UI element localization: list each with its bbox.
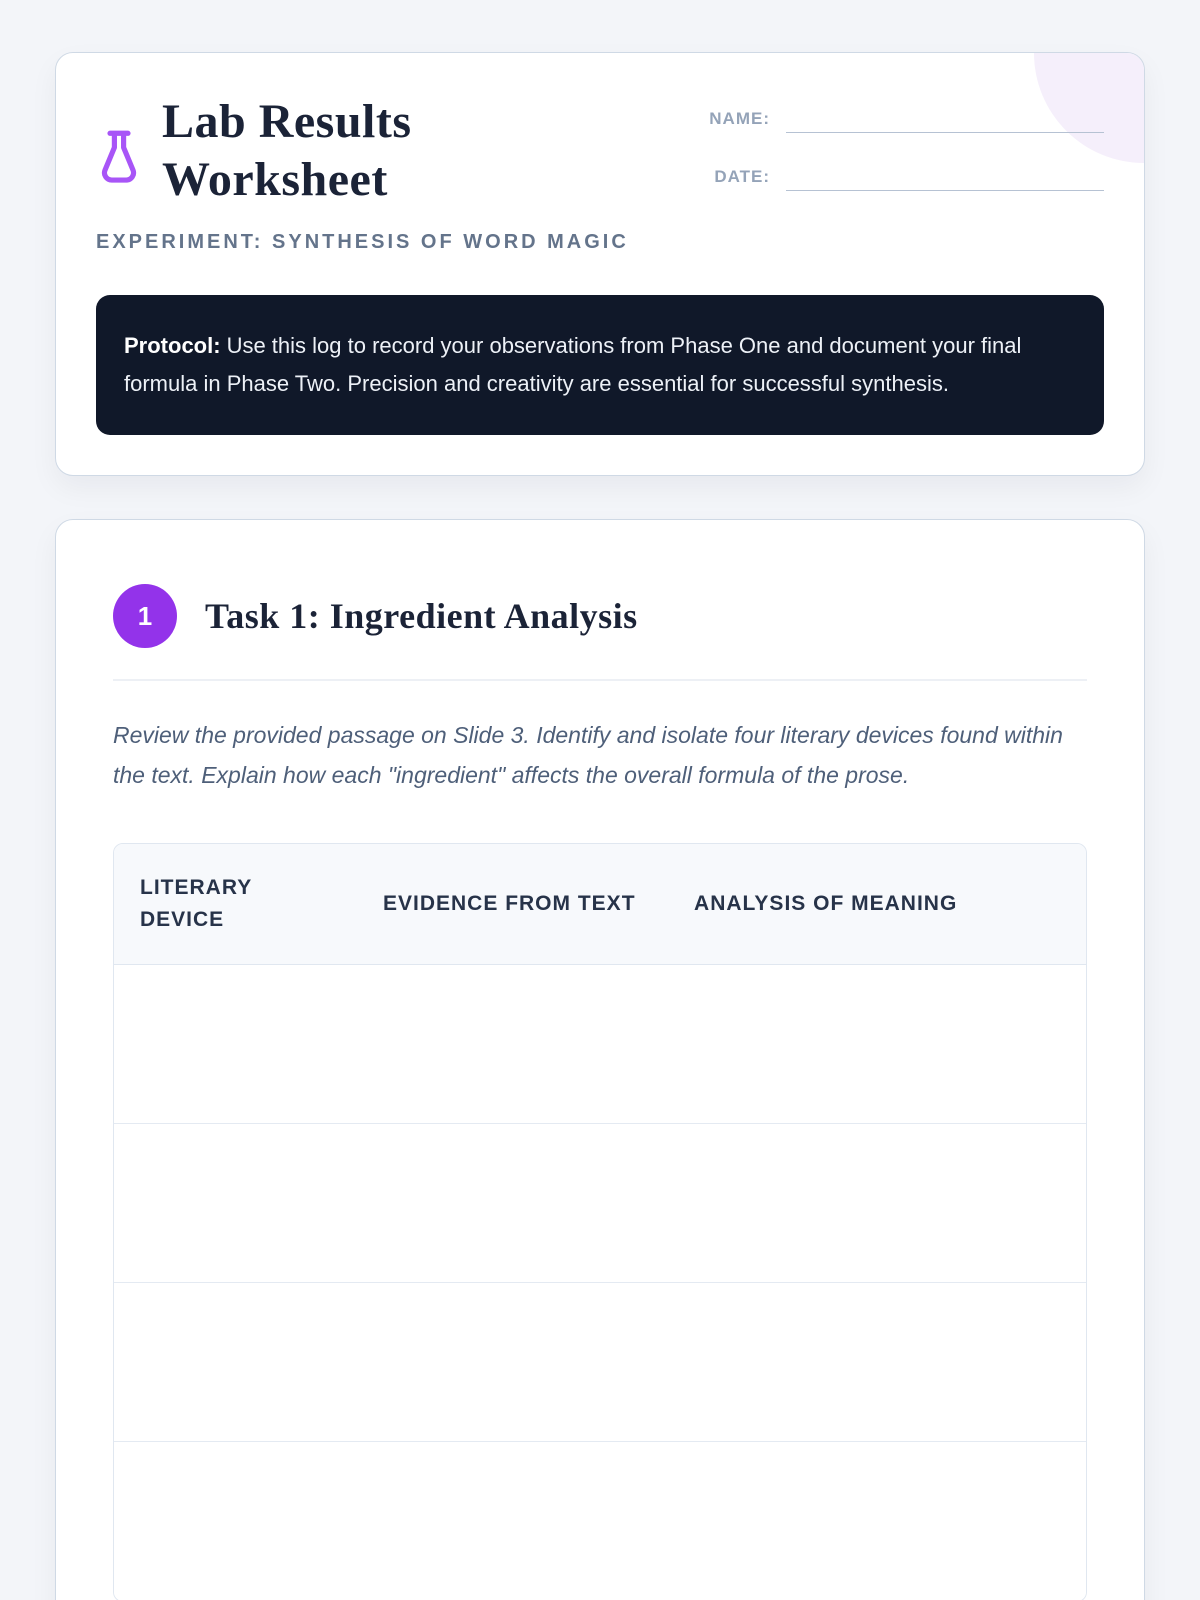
table-cell[interactable]: [114, 1124, 357, 1283]
protocol-text: Use this log to record your observations from Phase One and document your final formula in Phase Two. Precision and creativity are essential for successful synthesis.: [124, 333, 1022, 396]
table-cell[interactable]: [357, 1283, 668, 1442]
column-header-literary-device: LITERARY DEVICE: [114, 844, 357, 965]
column-header-analysis-of-meaning: ANALYSIS OF MEANING: [668, 844, 1086, 965]
column-header-evidence-from-text: EVIDENCE FROM TEXT: [357, 844, 668, 965]
task-number-badge: 1: [113, 584, 177, 648]
flask-icon: [96, 127, 142, 189]
table-row: [114, 965, 1086, 1124]
title-block: [96, 93, 629, 209]
table-cell[interactable]: [668, 965, 1086, 1124]
name-label: NAME:: [709, 109, 770, 128]
protocol-label: Protocol:: [124, 333, 221, 358]
analysis-table: [113, 843, 1087, 1600]
task-heading: [113, 584, 1087, 648]
task-card: [55, 519, 1145, 1600]
table-row: [114, 1283, 1086, 1442]
date-field-row: [684, 159, 1104, 191]
table-cell[interactable]: [357, 965, 668, 1124]
section-divider: [113, 679, 1087, 681]
task-instructions: Review the provided passage on Slide 3. Identify and isolate four literary devices found within the text. Explain how each "ingredient" affects the overall formula of the prose.: [113, 722, 1063, 788]
table-cell[interactable]: [114, 1442, 357, 1600]
table-cell[interactable]: [668, 1283, 1086, 1442]
protocol-box: [96, 295, 1104, 435]
table-row: [114, 1124, 1086, 1283]
date-input[interactable]: [786, 159, 1104, 191]
table-cell[interactable]: [357, 1442, 668, 1600]
title-line-2: Worksheet: [162, 153, 388, 206]
table-cell[interactable]: [114, 1283, 357, 1442]
title-line-1: Lab Results: [162, 95, 412, 148]
table-cell[interactable]: [114, 965, 357, 1124]
header-fields: [684, 101, 1104, 217]
experiment-subtitle: EXPERIMENT: SYNTHESIS OF WORD MAGIC: [96, 231, 629, 253]
table-row: [114, 1442, 1086, 1600]
task-title: Task 1: Ingredient Analysis: [205, 596, 638, 636]
table-header-row: [114, 844, 1086, 965]
table-cell[interactable]: [357, 1124, 668, 1283]
table-cell[interactable]: [668, 1124, 1086, 1283]
table-body: [114, 965, 1086, 1600]
title-group: [96, 93, 629, 254]
header-card: [55, 52, 1145, 476]
date-label: DATE:: [714, 167, 770, 186]
name-input[interactable]: [786, 101, 1104, 133]
name-field-row: [684, 101, 1104, 133]
page-title: [162, 93, 412, 209]
table-cell[interactable]: [668, 1442, 1086, 1600]
page: [0, 52, 1200, 1600]
header-top: [96, 93, 1104, 254]
